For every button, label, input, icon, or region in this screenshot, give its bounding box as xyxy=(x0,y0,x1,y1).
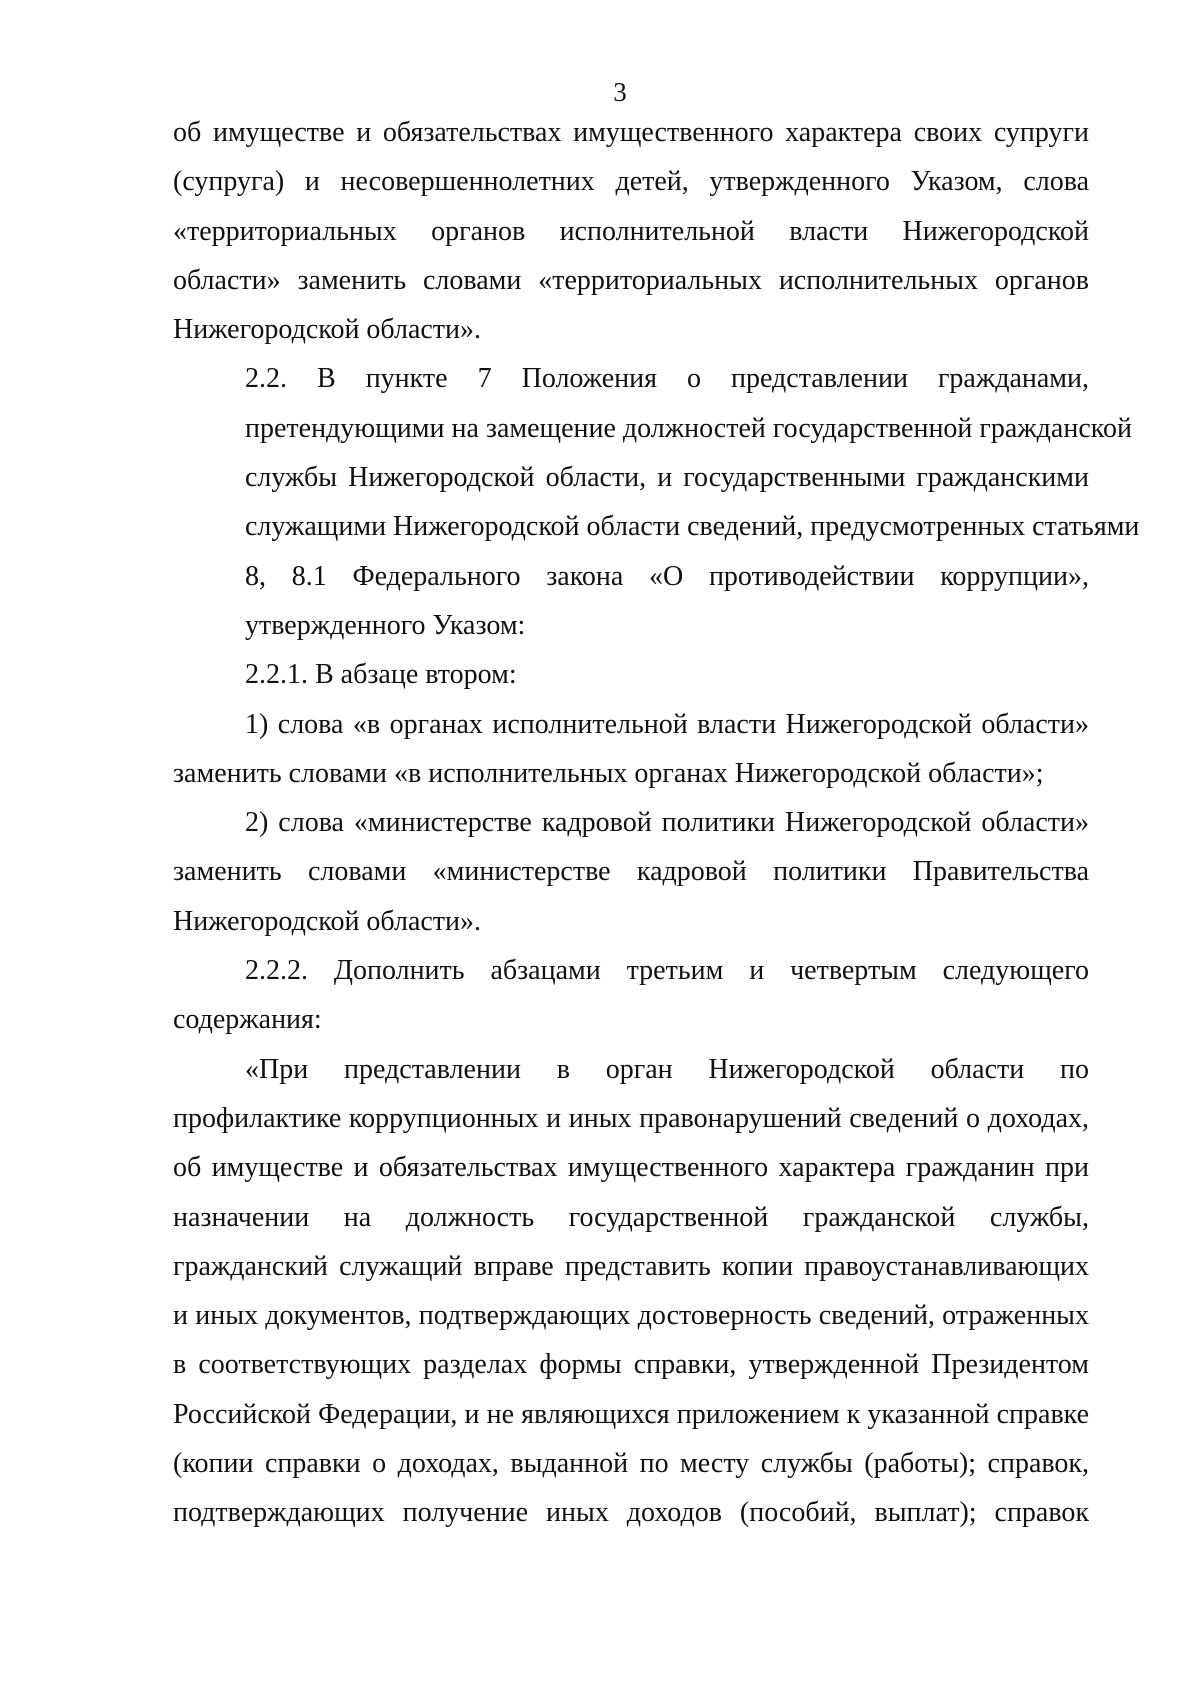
text-line: 2) слова «министерстве кадровой политики Нижегородской области» xyxy=(245,807,1089,839)
text-line: утвержденного Указом: xyxy=(245,609,526,641)
text-line: (супруга) и несовершеннолетних детей, утвержденного Указом, слова xyxy=(173,166,1089,198)
text-line: «территориальных органов исполнительной власти Нижегородской xyxy=(173,215,1089,247)
text-line: службы Нижегородской области, и государственными гражданскими xyxy=(245,462,1089,494)
text-line: (копии справки о доходах, выданной по месту службы (работы); справок, xyxy=(173,1448,1089,1480)
text-line: и иных документов, подтверждающих достоверность сведений, отраженных xyxy=(173,1300,1089,1332)
text-line: об имуществе и обязательствах имущественного характера гражданин при xyxy=(173,1152,1089,1184)
paragraph-2-2-1 xyxy=(173,650,1089,699)
text-line: служащими Нижегородской области сведений, предусмотренных статьями xyxy=(245,511,1140,543)
text-line: Нижегородской области». xyxy=(173,905,482,937)
paragraph-2-2 xyxy=(173,354,1140,650)
text-line: назначении на должность государственной гражданской службы, xyxy=(173,1201,1089,1233)
text-line: профилактике коррупционных и иных правонарушений сведений о доходах, xyxy=(173,1102,1089,1134)
text-line: заменить словами «министерстве кадровой политики Правительства xyxy=(173,856,1089,888)
paragraph-item-1 xyxy=(173,700,1089,799)
text-line: 2.2. В пункте 7 Положения о представлении гражданами, xyxy=(245,363,1089,395)
text-line: Российской Федерации, и не являющихся приложением к указанной справке xyxy=(173,1398,1089,1430)
document-body xyxy=(173,108,1140,1538)
text-line: 1) слова «в органах исполнительной власти Нижегородской области» xyxy=(245,708,1089,740)
text-line: об имуществе и обязательствах имущественного характера своих супруги xyxy=(173,117,1089,148)
text-line: Нижегородской области». xyxy=(173,314,482,346)
text-line: гражданский служащий вправе представить копии правоустанавливающих xyxy=(173,1250,1089,1282)
text-line: 2.2.1. В абзаце втором: xyxy=(245,659,517,691)
text-line: области» заменить словами «территориальных исполнительных органов xyxy=(173,264,1089,296)
text-line: содержания: xyxy=(173,1004,322,1036)
text-line: 8, 8.1 Федерального закона «О противодействии коррупции», xyxy=(245,560,1089,592)
paragraph-continuation-property-obligations xyxy=(173,108,1089,354)
text-line: «При представлении в орган Нижегородской области по xyxy=(245,1053,1089,1085)
paragraph-2-2-2 xyxy=(173,946,1089,1045)
paragraph-item-2 xyxy=(173,798,1089,946)
text-line: в соответствующих разделах формы справки, утвержденной Президентом xyxy=(173,1349,1089,1381)
text-line: заменить словами «в исполнительных органах Нижегородской области»; xyxy=(173,757,1044,789)
text-line: 2.2.2. Дополнить абзацами третьим и четвертым следующего xyxy=(245,955,1089,987)
paragraph-quoted-addition xyxy=(173,1045,1089,1538)
text-line: подтверждающих получение иных доходов (пособий, выплат); справок xyxy=(173,1497,1089,1529)
page-number: 3 xyxy=(613,77,627,107)
text-line: претендующими на замещение должностей государственной гражданской xyxy=(245,412,1132,444)
